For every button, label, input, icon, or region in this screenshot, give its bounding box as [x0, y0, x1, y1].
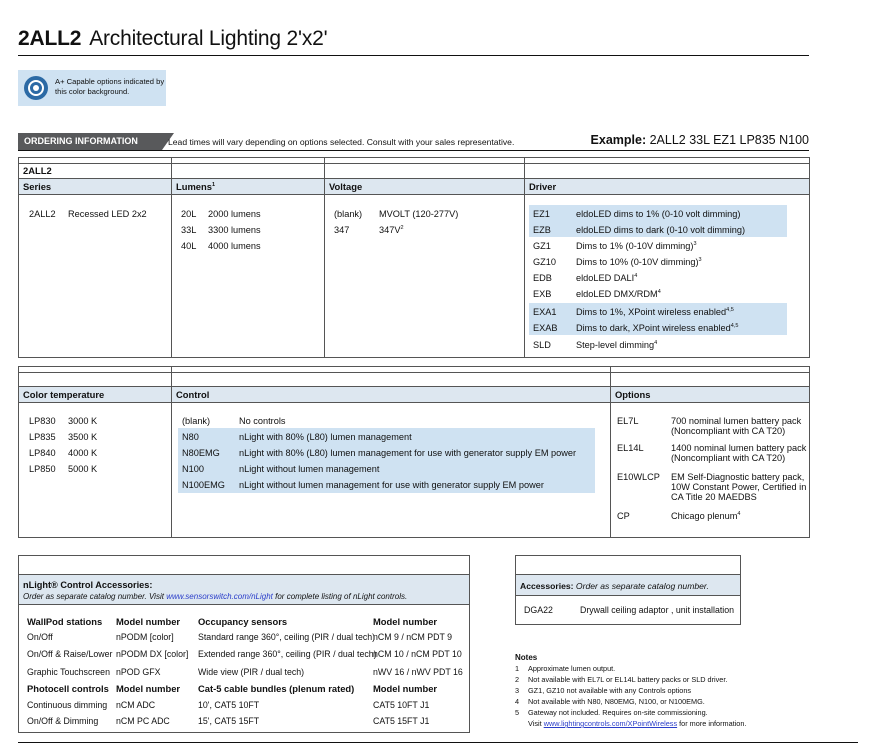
acc-cell: On/Off & Raise/Lower	[27, 649, 113, 659]
acc-cell: nPODM DX [color]	[116, 649, 189, 659]
acc-cell: nCM 9 / nCM PDT 9	[373, 632, 453, 642]
driver-code: EXA1	[533, 307, 557, 317]
driver-code: EZB	[533, 225, 551, 235]
acc-cell: On/Off	[27, 632, 53, 642]
driver-code: SLD	[533, 340, 551, 350]
note-item: 5 Gateway not included. Requires on-site commissioning.	[515, 708, 708, 717]
driver-desc: eldoLED dims to dark (0-10 volt dimming)	[576, 225, 746, 235]
nlight-accessories-subtitle: Order as separate catalog number. Visit www.sensorswitch.com/nLight for complete listing of nLight controls.	[23, 592, 408, 601]
cct-code: LP850	[29, 464, 56, 474]
lumen-code: 40L	[181, 241, 197, 251]
product-name: Architectural Lighting 2'x2'	[89, 27, 328, 50]
acc-cell: Continuous dimming	[27, 700, 108, 710]
option-code: CP	[617, 511, 630, 521]
note-item: 2 Not available with EL7L or EL14L battery packs or SLD driver.	[515, 675, 728, 684]
driver-desc: eldoLED DMX/RDM$^4$	[576, 289, 661, 299]
lumen-desc: 2000 lumens	[208, 209, 261, 219]
cct-desc: 4000 K	[68, 448, 98, 458]
accessories-title: Accessories: Order as separate catalog number.	[520, 581, 709, 591]
lumen-desc: 3300 lumens	[208, 225, 261, 235]
col-header: Model number	[373, 683, 438, 694]
option-code: E10WLCP	[617, 472, 660, 482]
note-item: 3 GZ1, GZ10 not available with any Controls options	[515, 686, 692, 695]
acc-cell: On/Off & Dimming	[27, 716, 99, 726]
option-desc: Chicago plenum$^4$	[671, 511, 741, 521]
example-label: Example:	[590, 133, 647, 147]
option-desc: 1400 nominal lumen battery pack	[671, 443, 807, 453]
control-desc: nLight without lumen management for use with generator supply EM power	[239, 480, 544, 490]
acc-cell: 10', CAT5 10FT	[198, 700, 260, 710]
acc-cell: Standard range 360°, ceiling (PIR / dual tech)	[198, 632, 376, 642]
a-plus-capable-icon	[24, 76, 48, 100]
voltage-code: 347	[334, 225, 350, 235]
sensorswitch-link[interactable]: www.sensorswitch.com/nLight	[166, 592, 273, 601]
col-header: Occupancy sensors	[198, 616, 288, 627]
control-code: (blank)	[182, 416, 211, 426]
example-order	[591, 133, 809, 147]
col-header: Photocell controls	[27, 683, 109, 694]
option-code: EL14L	[617, 443, 644, 453]
header-lumens: Lumens$^1$	[176, 181, 216, 192]
control-code: N100EMG	[182, 480, 225, 490]
driver-desc: Dims to dark, XPoint wireless enabled$^{4,5}$	[576, 323, 739, 333]
acc-cell: nPOD GFX	[116, 667, 161, 677]
option-desc: (Noncompliant with CA T20)	[671, 426, 786, 436]
option-desc: 700 nominal lumen battery pack	[671, 416, 802, 426]
driver-code: EXB	[533, 289, 552, 299]
driver-desc: Dims to 1% (0-10V dimming)$^3$	[576, 241, 697, 251]
col-header: Cat-5 cable bundles (plenum rated)	[198, 683, 355, 694]
driver-code: EDB	[533, 273, 552, 283]
cct-desc: 3000 K	[68, 416, 98, 426]
acc-cell: CAT5 10FT J1	[373, 700, 430, 710]
driver-code: GZ1	[533, 241, 551, 251]
lumen-code: 20L	[181, 209, 197, 219]
driver-desc: eldoLED dims to 1% (0-10 volt dimming)	[576, 209, 741, 219]
lumen-desc: 4000 lumens	[208, 241, 261, 251]
acc-cell: nCM PC ADC	[116, 716, 170, 726]
acc-cell: Extended range 360°, ceiling (PIR / dual tech)	[198, 649, 377, 659]
cct-code: LP840	[29, 448, 56, 458]
control-desc: nLight with 80% (L80) lumen management	[239, 432, 412, 442]
acc-cell: nCM ADC	[116, 700, 156, 710]
accessory-code: DGA22	[524, 605, 553, 615]
cct-desc: 5000 K	[68, 464, 98, 474]
table1-code-row: 2ALL2	[23, 165, 52, 176]
option-desc: (Noncompliant with CA T20)	[671, 453, 786, 463]
driver-code: GZ10	[533, 257, 556, 267]
series-code: 2ALL2	[29, 209, 56, 219]
lumen-code: 33L	[181, 225, 197, 235]
voltage-code: (blank)	[334, 209, 363, 219]
option-desc: EM Self-Diagnostic battery pack,	[671, 472, 805, 482]
product-code: 2ALL2	[18, 27, 82, 50]
acc-cell: nWV 16 / nWV PDT 16	[373, 667, 463, 677]
header-series: Series	[23, 181, 52, 192]
nlight-accessories-title: nLight® Control Accessories:	[23, 580, 153, 590]
acc-cell: Graphic Touchscreen	[27, 667, 110, 677]
control-code: N80EMG	[182, 448, 220, 458]
acc-cell: nPODM [color]	[116, 632, 174, 642]
header-color-temperature: Color temperature	[23, 389, 105, 400]
driver-desc: Dims to 10% (0-10V dimming)$^3$	[576, 257, 702, 267]
col-header: Model number	[373, 616, 438, 627]
note-item: 1 Approximate lumen output.	[515, 664, 616, 673]
a-plus-legend	[18, 70, 166, 106]
control-desc: nLight without lumen management	[239, 464, 380, 474]
header-driver: Driver	[529, 181, 557, 192]
cct-desc: 3500 K	[68, 432, 98, 442]
notes-title: Notes	[515, 653, 538, 662]
page-title	[18, 27, 327, 51]
driver-desc: eldoLED DALI$^4$	[576, 273, 638, 283]
acc-cell: 15', CAT5 15FT	[198, 716, 260, 726]
control-code: N100	[182, 464, 204, 474]
lead-time-note: Lead times will vary depending on options selected. Consult with your sales representative.	[168, 137, 515, 147]
ordering-rule	[18, 150, 809, 151]
driver-desc: Step-level dimming$^4$	[576, 340, 658, 350]
option-desc: 10W Constant Power, Certified in	[671, 482, 807, 492]
control-desc: No controls	[239, 416, 286, 426]
note-item: 4 Not available with N80, N80EMG, N100, or N100EMG.	[515, 697, 705, 706]
cct-code: LP830	[29, 416, 56, 426]
note-visit: Visit www.lightingcontrols.com/XPointWireless for more information.	[528, 719, 747, 728]
title-rule	[18, 55, 809, 56]
header-control: Control	[176, 389, 210, 400]
col-header: Model number	[116, 683, 181, 694]
option-desc: CA Title 20 MAEDBS	[671, 492, 757, 502]
xpoint-wireless-link[interactable]: www.lightingcontrols.com/XPointWireless	[543, 719, 678, 728]
acc-cell: Wide view (PIR / dual tech)	[198, 667, 305, 677]
driver-code: EZ1	[533, 209, 550, 219]
option-code: EL7L	[617, 416, 639, 426]
acc-cell: CAT5 15FT J1	[373, 716, 430, 726]
series-desc: Recessed LED 2x2	[68, 209, 147, 219]
accessory-desc: Drywall ceiling adaptor , unit installation	[580, 605, 735, 615]
col-header: Model number	[116, 616, 181, 627]
legend-text: A+ Capable options indicated by this color background.	[55, 77, 165, 96]
ordering-information-tab: ORDERING INFORMATION	[18, 133, 162, 150]
example-value: 2ALL2 33L EZ1 LP835 N100	[649, 133, 809, 147]
voltage-desc: MVOLT (120-277V)	[379, 209, 459, 219]
header-options: Options	[615, 389, 651, 400]
control-code: N80	[182, 432, 199, 442]
bottom-rule	[18, 742, 858, 743]
voltage-desc: $347V^2$	[379, 225, 404, 235]
cct-code: LP835	[29, 432, 56, 442]
driver-code: EXAB	[533, 323, 558, 333]
driver-desc: Dims to 1%, XPoint wireless enabled$^{4,5}$	[576, 307, 734, 317]
control-desc: nLight with 80% (L80) lumen management for use with generator supply EM power	[239, 448, 577, 458]
acc-cell: nCM 10 / nCM PDT 10	[373, 649, 462, 659]
col-header: WallPod stations	[27, 616, 103, 627]
header-voltage: Voltage	[329, 181, 363, 192]
